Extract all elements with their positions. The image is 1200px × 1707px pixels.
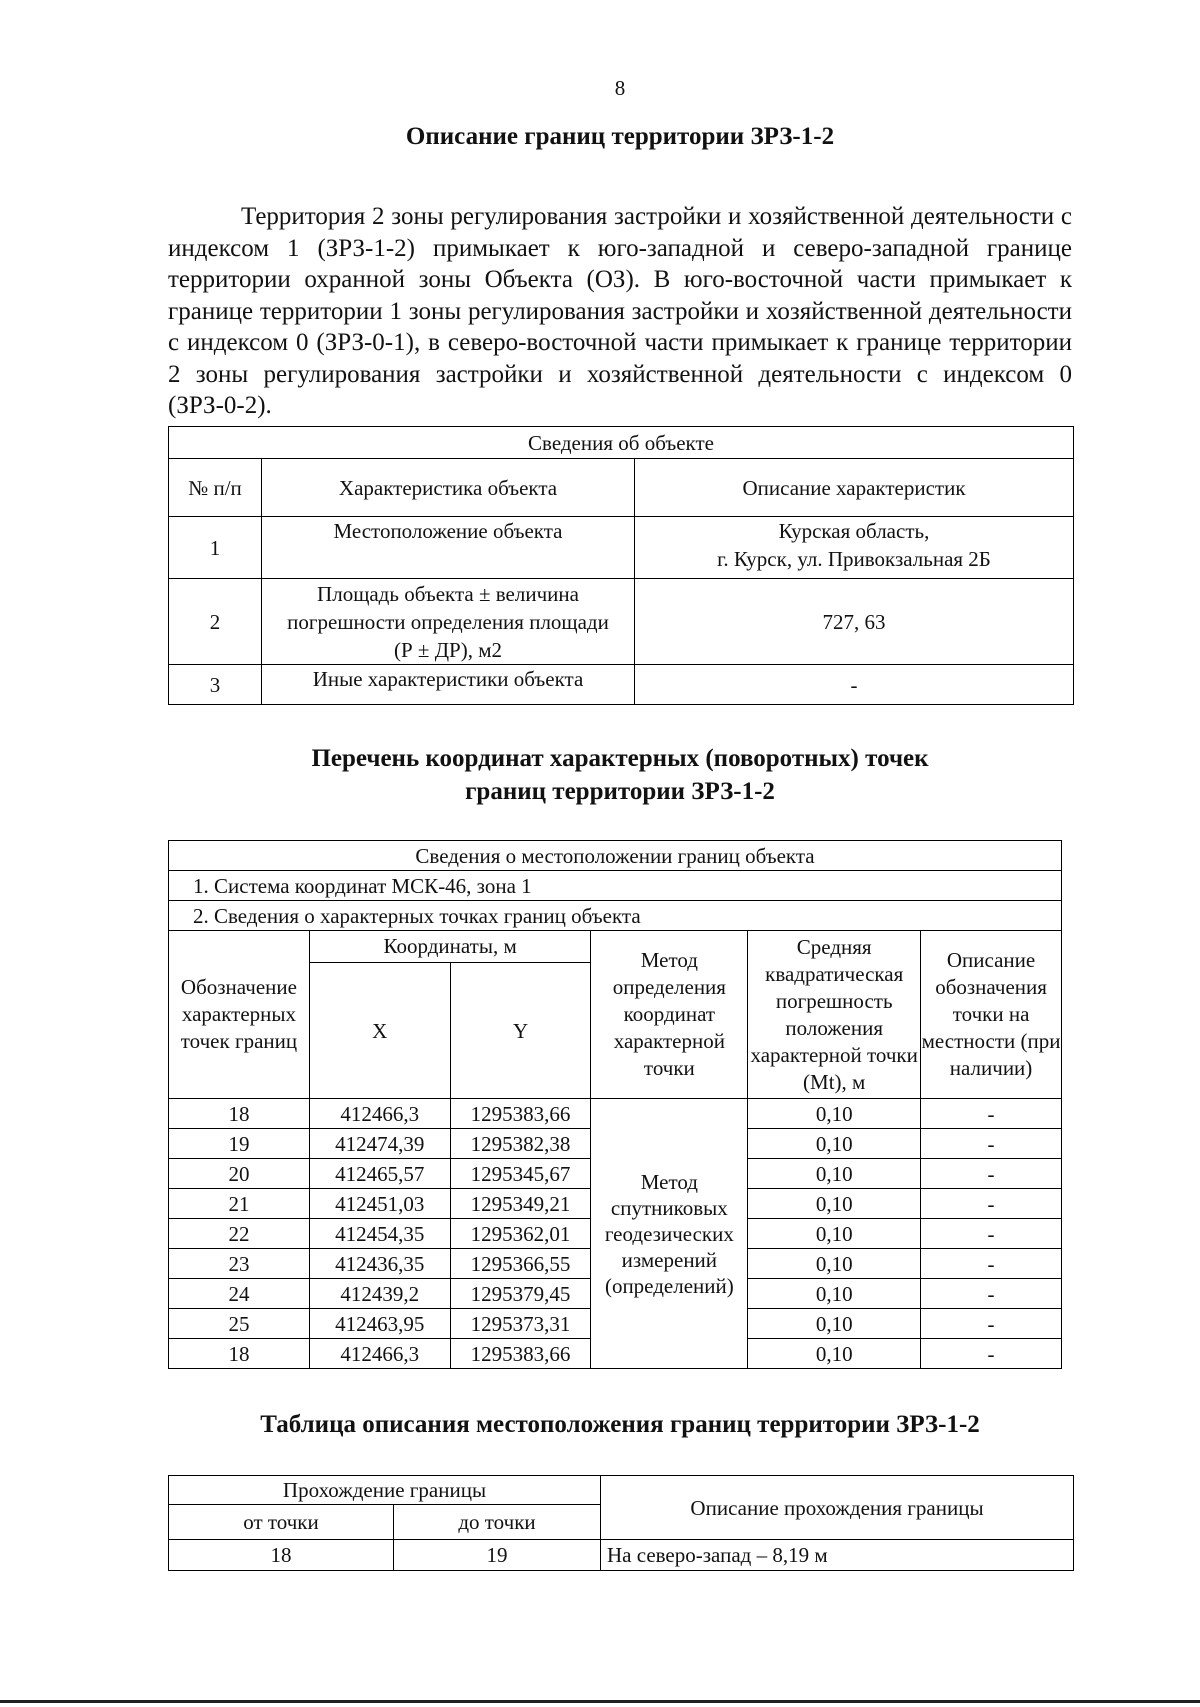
table-row-y: 1295383,66 xyxy=(450,1339,591,1369)
table-row-y: 1295383,66 xyxy=(450,1099,591,1129)
table-row-x: 412454,35 xyxy=(309,1219,450,1249)
header-passage-description: Описание прохождения границы xyxy=(601,1476,1074,1540)
section-title-boundaries: Описание границ территории ЗРЗ-1-2 xyxy=(405,123,835,150)
table-row-x: 412466,3 xyxy=(309,1339,450,1369)
table-row-desc: - xyxy=(921,1189,1062,1219)
method-cell: Метод спутниковых геодезических измерений (определений) xyxy=(591,1099,748,1369)
table-row-mt: 0,10 xyxy=(748,1129,921,1159)
row1-characteristic: Местоположение объекта xyxy=(262,517,635,579)
header-method: Метод определения координат характерной точки xyxy=(591,931,748,1099)
table-row-mt: 0,10 xyxy=(748,1159,921,1189)
table-row-y: 1295349,21 xyxy=(450,1189,591,1219)
coords-points-caption: 2. Сведения о характерных точках границ объекта xyxy=(169,901,1062,931)
coordinates-title-line2: границ территории ЗРЗ-1-2 xyxy=(465,778,775,805)
row3-description: - xyxy=(635,665,1074,705)
object-info-table xyxy=(168,426,1074,705)
header-x: X xyxy=(309,963,450,1099)
table-row-y: 1295345,67 xyxy=(450,1159,591,1189)
row2-description: 727, 63 xyxy=(635,579,1074,665)
table-row-desc: - xyxy=(921,1339,1062,1369)
coords-system: 1. Система координат МСК-46, зона 1 xyxy=(169,871,1062,901)
table-row-desc: - xyxy=(921,1219,1062,1249)
row2-num: 2 xyxy=(169,579,262,665)
row1-num: 1 xyxy=(169,517,262,579)
header-from-point: от точки xyxy=(169,1505,394,1540)
header-num: № п/п xyxy=(169,459,262,517)
table-row-point: 20 xyxy=(169,1159,310,1189)
header-error: Средняя квадратическая погрешность положения характерной точки (Mt), м xyxy=(748,931,921,1099)
header-ground: Описание обозначения точки на местности (при наличии) xyxy=(921,931,1062,1099)
coords-table-caption: Сведения о местоположении границ объекта xyxy=(169,841,1062,871)
table-row-y: 1295362,01 xyxy=(450,1219,591,1249)
table-row-passage: На северо-запад – 8,19 м xyxy=(601,1540,1074,1571)
table-row-y: 1295366,55 xyxy=(450,1249,591,1279)
table-row-point: 18 xyxy=(169,1099,310,1129)
table-row-desc: - xyxy=(921,1279,1062,1309)
table-row-point: 22 xyxy=(169,1219,310,1249)
territory-description-paragraph: Территория 2 зоны регулирования застройки и хозяйственной деятельности с индексом 1 (ЗРЗ-1-2) примыкает к юго-западной и северо-западной границе территории охранной зоны Объекта (ОЗ). В юго-восточной части примыкает к границе территории 1 зоны регулирования застройки и хозяйственной деятельности с индексом 0 (ЗРЗ-0-1), в северо-восточной части примыкает к границе территории 2 зоны регулирования застройки и хозяйственной деятельности с индексом 0 (ЗРЗ-0-2). xyxy=(168,203,1072,419)
header-characteristic: Характеристика объекта xyxy=(262,459,635,517)
table-row-x: 412465,57 xyxy=(309,1159,450,1189)
page-number: 8 xyxy=(614,76,626,100)
table-row-y: 1295379,45 xyxy=(450,1279,591,1309)
table-row-desc: - xyxy=(921,1249,1062,1279)
header-coords: Координаты, м xyxy=(309,931,591,963)
table-row-x: 412474,39 xyxy=(309,1129,450,1159)
table-row-point: 24 xyxy=(169,1279,310,1309)
header-y: Y xyxy=(450,963,591,1099)
header-description: Описание характеристик xyxy=(635,459,1074,517)
table-row-desc: - xyxy=(921,1099,1062,1129)
table-row-x: 412451,03 xyxy=(309,1189,450,1219)
table-row-desc: - xyxy=(921,1309,1062,1339)
table-row-x: 412463,95 xyxy=(309,1309,450,1339)
table-row-y: 1295382,38 xyxy=(450,1129,591,1159)
table-row-x: 412466,3 xyxy=(309,1099,450,1129)
section-title-boundary-table: Таблица описания местоположения границ территории ЗРЗ-1-2 xyxy=(260,1411,980,1438)
row2-characteristic: Площадь объекта ± величина погрешности определения площади (Р ± ДР), м2 xyxy=(262,579,635,665)
table-row-point: 18 xyxy=(169,1339,310,1369)
object-table-caption: Сведения об объекте xyxy=(169,427,1074,459)
header-designation: Обозначение характерных точек границ xyxy=(169,931,310,1099)
row1-description: Курская область, г. Курск, ул. Привокзальная 2Б xyxy=(635,517,1074,579)
coordinates-table xyxy=(168,840,1062,1369)
table-row-mt: 0,10 xyxy=(748,1339,921,1369)
row3-characteristic: Иные характеристики объекта xyxy=(262,665,635,705)
table-row-x: 412439,2 xyxy=(309,1279,450,1309)
table-row-point: 25 xyxy=(169,1309,310,1339)
table-row-point: 19 xyxy=(169,1129,310,1159)
scan-edge-line xyxy=(0,1700,1200,1703)
table-row-desc: - xyxy=(921,1129,1062,1159)
coordinates-title-line1: Перечень координат характерных (поворотных) точек xyxy=(311,745,929,772)
table-row-point: 21 xyxy=(169,1189,310,1219)
table-row-to: 19 xyxy=(394,1540,601,1571)
table-row-from: 18 xyxy=(169,1540,394,1571)
table-row-x: 412436,35 xyxy=(309,1249,450,1279)
boundary-description-table xyxy=(168,1475,1074,1571)
table-row-mt: 0,10 xyxy=(748,1309,921,1339)
row3-num: 3 xyxy=(169,665,262,705)
table-row-mt: 0,10 xyxy=(748,1279,921,1309)
table-row-mt: 0,10 xyxy=(748,1219,921,1249)
table-row-mt: 0,10 xyxy=(748,1189,921,1219)
header-passage: Прохождение границы xyxy=(169,1476,601,1505)
table-row-y: 1295373,31 xyxy=(450,1309,591,1339)
table-row-point: 23 xyxy=(169,1249,310,1279)
table-row-desc: - xyxy=(921,1159,1062,1189)
table-row-mt: 0,10 xyxy=(748,1099,921,1129)
header-to-point: до точки xyxy=(394,1505,601,1540)
table-row-mt: 0,10 xyxy=(748,1249,921,1279)
section-title-coordinates xyxy=(0,742,1200,808)
